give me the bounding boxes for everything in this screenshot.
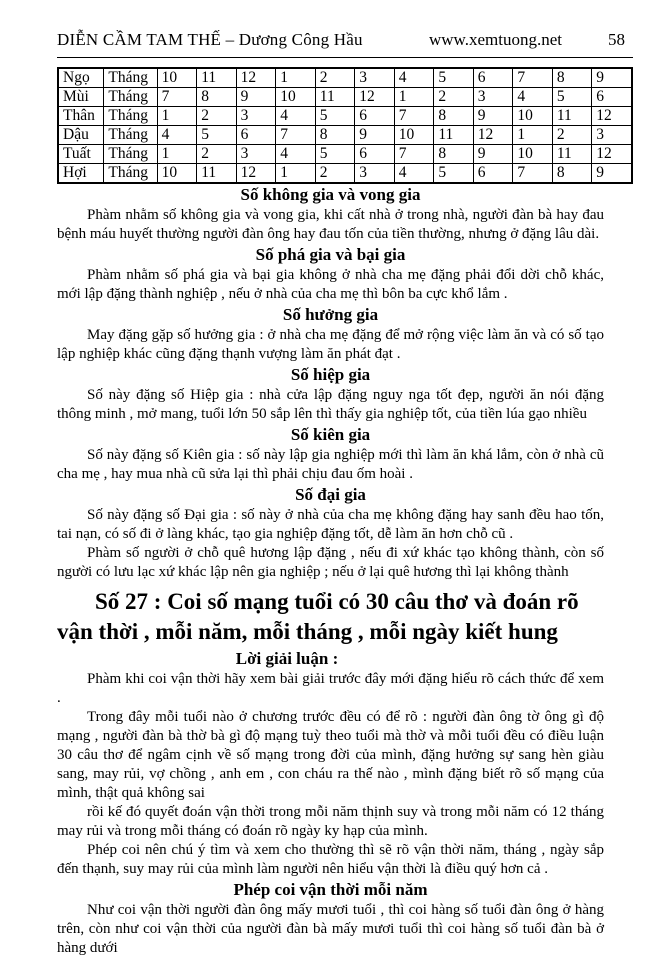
- month-value-cell: 5: [315, 145, 354, 164]
- chapter-body: [57, 670, 604, 879]
- month-value-cell: 6: [355, 107, 395, 126]
- sections-container: [57, 185, 604, 582]
- month-value-cell: 11: [197, 164, 236, 184]
- month-value-cell: 8: [552, 68, 591, 88]
- month-value-cell: 6: [592, 88, 632, 107]
- month-label-cell: Tháng: [104, 164, 157, 184]
- month-value-cell: 12: [236, 68, 276, 88]
- month-value-cell: 12: [473, 126, 513, 145]
- section-heading: Số hiệp gia: [290, 365, 371, 384]
- month-value-cell: 11: [552, 107, 591, 126]
- chapter-subheading: Lời giải luận :: [235, 649, 339, 668]
- month-value-cell: 5: [197, 126, 236, 145]
- branch-cell: Mùi: [58, 88, 104, 107]
- month-value-cell: 8: [552, 164, 591, 184]
- month-value-cell: 7: [394, 107, 434, 126]
- month-value-cell: 11: [552, 145, 591, 164]
- month-value-cell: 11: [197, 68, 236, 88]
- month-table-body: [58, 68, 632, 183]
- month-value-cell: 12: [355, 88, 395, 107]
- month-value-cell: 5: [552, 88, 591, 107]
- month-value-cell: 6: [236, 126, 276, 145]
- month-value-cell: 12: [236, 164, 276, 184]
- month-value-cell: 4: [394, 68, 434, 88]
- branch-cell: Dậu: [58, 126, 104, 145]
- month-table: [57, 67, 633, 184]
- month-value-cell: 7: [394, 145, 434, 164]
- month-value-cell: 3: [236, 107, 276, 126]
- month-value-cell: 4: [157, 126, 197, 145]
- month-value-cell: 10: [157, 164, 197, 184]
- table-row: [58, 145, 632, 164]
- section-heading: Số đại gia: [295, 485, 366, 504]
- month-value-cell: 6: [473, 164, 513, 184]
- month-value-cell: 9: [355, 126, 395, 145]
- month-value-cell: 7: [157, 88, 197, 107]
- month-value-cell: 1: [276, 164, 316, 184]
- section-paragraph: Phàm nhằm số không gia và vong gia, khi cất nhà ở trong nhà, người đàn bà hay đau bệnh máu huyết thường người đàn ông hay đau tốn của tiền thường, nhưng ở đặng lâu dài.: [57, 207, 604, 242]
- month-value-cell: 9: [592, 164, 632, 184]
- method-body: [57, 901, 604, 958]
- chapter-paragraph: rồi kế đó quyết đoán vận thời trong mỗi năm thịnh suy và trong mỗi năm có 12 tháng may rủi và trong mỗi tháng có đoán rõ ngày ky hạp của mình.: [57, 804, 604, 839]
- page-header: [57, 30, 633, 58]
- chapter-title: Số 27 : Coi số mạng tuổi có 30 câu thơ và đoán rõ vận thời , mỗi năm, mỗi tháng , mỗi ngày kiết hung: [57, 589, 579, 644]
- month-value-cell: 4: [276, 107, 316, 126]
- month-value-cell: 1: [157, 145, 197, 164]
- month-value-cell: 2: [552, 126, 591, 145]
- month-value-cell: 10: [394, 126, 434, 145]
- month-value-cell: 7: [513, 164, 553, 184]
- book-title: DIỄN CẦM TAM THẾ – Dương Công Hầu: [57, 30, 363, 49]
- page-number: 58: [608, 30, 625, 49]
- month-value-cell: 3: [236, 145, 276, 164]
- month-value-cell: 8: [197, 88, 236, 107]
- month-value-cell: 2: [434, 88, 473, 107]
- month-value-cell: 10: [513, 107, 553, 126]
- month-label-cell: Tháng: [104, 145, 157, 164]
- month-value-cell: 2: [315, 164, 354, 184]
- table-row: [58, 88, 632, 107]
- table-row: [58, 107, 632, 126]
- month-value-cell: 6: [355, 145, 395, 164]
- month-value-cell: 8: [434, 145, 473, 164]
- branch-cell: Ngọ: [58, 68, 104, 88]
- method-paragraph: Như coi vận thời người đàn ông mấy mươi tuổi , thì coi hàng số tuổi đàn ông ở hàng trên, còn như coi vận thời của người đàn bà mấy mươi tuổi thì coi hàng số tuổi đàn bà ở hàng dưới: [57, 902, 604, 956]
- month-value-cell: 7: [513, 68, 553, 88]
- month-value-cell: 1: [276, 68, 316, 88]
- month-value-cell: 6: [473, 68, 513, 88]
- month-value-cell: 2: [197, 107, 236, 126]
- month-value-cell: 3: [355, 164, 395, 184]
- month-value-cell: 8: [434, 107, 473, 126]
- section-paragraph: Phàm nhằm số phá gia và bại gia không ở nhà cha mẹ đặng phải đổi dời chỗ khác, mới lập đặng thành nghiệp , nếu ở nhà của cha mẹ thì bôn ba cực khổ lắm .: [57, 267, 604, 302]
- method-heading: Phép coi vận thời mỗi năm: [233, 880, 428, 899]
- month-value-cell: 1: [394, 88, 434, 107]
- chapter-paragraph: Trong đây mỗi tuổi nào ở chương trước đều có để rõ : người đàn ông tờ ông gì độ mạng , người đàn bà thờ bà gì độ mạng tuỳ theo tuổi mà thờ và mỗi tuổi đều có điều luận 30 câu thơ để ngâm cịnh về số mạng trong đời của mình, đặng hưởng sự sang hèn giàu sang, may rủi, vợ chồng , anh em , con cháu ra thế nào , mình đặng biết rõ số mạng của mình, thật quả không sai: [57, 709, 604, 801]
- month-label-cell: Tháng: [104, 88, 157, 107]
- month-label-cell: Tháng: [104, 107, 157, 126]
- month-value-cell: 4: [394, 164, 434, 184]
- month-value-cell: 4: [513, 88, 553, 107]
- chapter-paragraph: Phép coi nên chú ý tìm và xem cho thường thì sẽ rõ vận thời năm, tháng , ngày sắp đến thạnh, suy may rủi của mình làm người nên hiểu vận thời là điều quý hơn cả .: [57, 842, 604, 877]
- section-paragraph: Phàm số người ở chỗ quê hương lập đặng , nếu đi xứ khác tạo không thành, còn số người có lưu lạc xứ khác lập nên gia nghiệp ; nếu ở lại quê hương thì lại không thành: [57, 545, 604, 580]
- month-value-cell: 5: [315, 107, 354, 126]
- table-row: [58, 164, 632, 184]
- month-value-cell: 10: [513, 145, 553, 164]
- month-value-cell: 1: [157, 107, 197, 126]
- month-value-cell: 9: [592, 68, 632, 88]
- month-value-cell: 3: [592, 126, 632, 145]
- chapter-paragraph: Phàm khi coi vận thời hãy xem bài giải trước đây mới đặng hiểu rõ cách thức để xem .: [57, 671, 604, 706]
- month-label-cell: Tháng: [104, 126, 157, 145]
- month-value-cell: 2: [197, 145, 236, 164]
- month-value-cell: 10: [276, 88, 316, 107]
- month-value-cell: 3: [473, 88, 513, 107]
- section-heading: Số hưởng gia: [282, 305, 379, 324]
- month-value-cell: 8: [315, 126, 354, 145]
- month-value-cell: 4: [276, 145, 316, 164]
- month-value-cell: 9: [473, 145, 513, 164]
- month-value-cell: 11: [315, 88, 354, 107]
- month-value-cell: 3: [355, 68, 395, 88]
- month-value-cell: 5: [434, 68, 473, 88]
- month-value-cell: 5: [434, 164, 473, 184]
- table-row: [58, 68, 632, 88]
- section-paragraph: May đặng gặp số hưởng gia : ở nhà cha mẹ đặng để mở rộng việc làm ăn và có số tạo lập nghiệp khác cũng đặng thạnh vượng làm ăn phát đạt .: [57, 327, 604, 362]
- section-paragraph: Số này đặng số Đại gia : số này ở nhà của cha mẹ không đặng hay sanh đều hao tốn, tai nạn, có số đi ở làng khác, tạo gia nghiệp đặng tốt, dễ làm ăn hơn chỗ cũ .: [57, 507, 604, 542]
- month-value-cell: 9: [473, 107, 513, 126]
- section-paragraph: Số này đặng số Kiên gia : số này lập gia nghiệp mới thì làm ăn khá lắm, còn ở nhà cũ cha mẹ , hay mua nhà cũ sửa lại thì phải chịu đau ốm hoài .: [57, 447, 604, 482]
- table-row: [58, 126, 632, 145]
- month-value-cell: 12: [592, 145, 632, 164]
- month-value-cell: 12: [592, 107, 632, 126]
- branch-cell: Tuất: [58, 145, 104, 164]
- section-heading: Số kiên gia: [290, 425, 371, 444]
- month-value-cell: 11: [434, 126, 473, 145]
- month-value-cell: 1: [513, 126, 553, 145]
- section-paragraph: Số này đặng số Hiệp gia : nhà cửa lập đặng nguy nga tốt đẹp, người ăn nói đặng thông minh , mở mang, tuổi lớn 50 sắp lên thì thấy gia nghiệp tốt, của tiền lúa gạo nhiều: [57, 387, 604, 422]
- website-text: www.xemtuong.net: [429, 30, 562, 49]
- month-value-cell: 2: [315, 68, 354, 88]
- month-value-cell: 10: [157, 68, 197, 88]
- month-label-cell: Tháng: [104, 68, 157, 88]
- section-heading: Số phá gia và bại gia: [255, 245, 406, 264]
- branch-cell: Hợi: [58, 164, 104, 184]
- month-value-cell: 7: [276, 126, 316, 145]
- branch-cell: Thân: [58, 107, 104, 126]
- section-heading: Số không gia và vong gia: [240, 185, 421, 204]
- month-value-cell: 9: [236, 88, 276, 107]
